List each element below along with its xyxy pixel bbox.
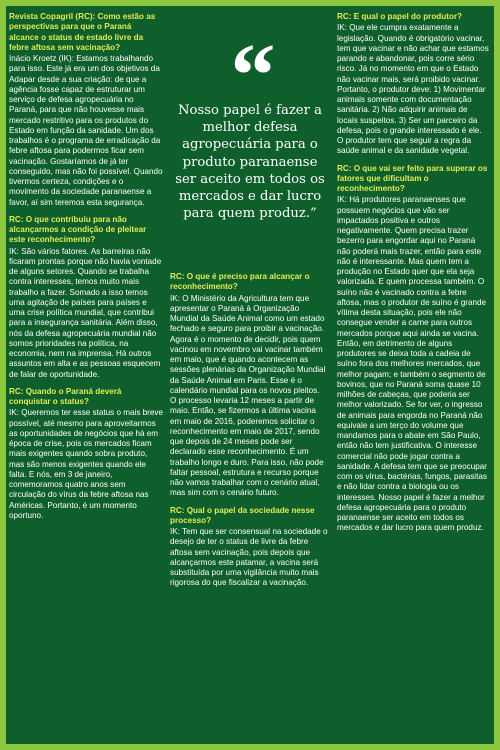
pull-quote (174, 26, 326, 246)
quote-mark-icon: “ (230, 26, 270, 125)
column-left (9, 12, 163, 528)
qa-section (337, 12, 490, 157)
qa-section (9, 12, 163, 208)
question-heading: RC: O que é preciso para alcançar o reconhecimento? (170, 272, 310, 292)
pull-quote-text: Nosso papel é fazer a melhor defesa agropecuária para o produto paranaense ser aceito em todos os mercados e dar lucro para quem produz.” (175, 103, 325, 222)
question-heading: RC: O que vai ser feito para superar os fatores que dificultam o reconhecimento? (337, 163, 488, 193)
answer-text: IK: Queremos ter esse status o mais breve possível, até mesmo para aproveitarmos as oportunidades de negócios que há em época de crise, pois os mercados ficam mais exigentes quando sobra produto, mas são menos exigentes quando ele falta. E nós, em 3 de janeiro, comemoramos quatro anos sem circulação do vírus da febre aftosa nas Américas. Portanto, é um momento oportuno. (9, 408, 163, 520)
answer-text: IK: Que ele cumpra exatamente a legislação. Quando é obrigatório vacinar, tem que vacinar e não achar que estamos parando e abandonar, pois corre sério risco. Já no momento em que o Estado não vacinar mais, será proibido vacinar. Portanto, o produtor deve: 1) Movimentar animais somente com documentação sanitária. 2) Não adquirir animais de locais suspeitos. 3) Ser um parceiro da defesa, pois o grande interessado é ele. O produtor tem que seguir a regra da saúde animal e da sanidade vegetal. (337, 23, 489, 156)
answer-text: IK: Há produtores paranaenses que possuem negócios que vão ser impactados positiva e outros negativamente. Quem precisa trazer bezerro para engordar aqui no Paraná não poderá mais trazer, então para este não é interessante. Mas quem tem a produção no Estado quer que ela seja valorizada. E quem processa também. O suíno não é vacinado contra a febre aftosa, mas o produtor de suíno é grande vítima desta situação, pois ele não consegue vender a carne para outros mercados porque aqui ainda se vacina. Então, em detrimento de alguns produtores se deixa toda a cadeia de suíno fora dos melhores mercados, que melhor pagam; e também o segmento de bovinos, que no Paraná soma quase 10 milhões de cabeças, que poderia ser melhor valorizado. Se for ver, o ingresso de animais para engorda no Paraná não equivale a um terço do volume que mandamos para o abate em São Paulo, então não tem justificativa. O interesse comercial não pode jogar contra a sanidade. A defesa tem que se preocupar com os vírus, bactérias, fungos, parasitas e não lidar contra a biologia ou os interesses. Nosso papel é fazer a melhor defesa agropecuária para o produto paranaense ser aceito em todos os mercados e dar lucro para quem produz. (337, 195, 487, 533)
column-right (337, 12, 490, 541)
qa-section (170, 272, 328, 499)
answer-text: IK: São vários fatores. As barreiras não ficaram prontas porque não havia vontade de alguns setores. Quando se trabalha contra interesses, temos muito mais trabalho a fazer. Somado a isso temos uma agitação de países para países e uma crise política mundial, que contribui para a insegurança sanitária. Além disso, nós da defesa agropecuária mundial não somos prioridades na política, na economia, nem na imprensa. Há outros assuntos em alta e as pessoas esquecem de falar de oportunidade. (9, 246, 162, 379)
column-middle (170, 272, 328, 596)
answer-text: IK: O Ministério da Agricultura tem que apresentar o Paraná à Organização Mundial da Saúde Animal como um estado fechado e seguro para proibir a vacinação. Agora é o momento de decidir, pois quem vacinou em novembro vai vacinar também em maio, que é quando acontecem as sessões plenárias da Organização Mundial da Saúde Animal em Paris. Esse é o calendário mundial para os novos pleitos. O processo levaria 12 meses a partir de maio. Então, se fizermos a última vacina em maio de 2016, poderemos solicitar o reconhecimento em maio de 2017, sendo que depois de 24 meses pode ser declarado esse reconhecimento. É um trabalho longo e duro. Para isso, não pode faltar pessoal, estrutura e recurso porque não vamos trabalhar com o cenário atual, mas sim com o cenário futuro. (170, 293, 326, 498)
question-heading: RC: Quando o Paraná deverá conquistar o status? (9, 386, 122, 406)
article-page (6, 6, 494, 744)
question-heading: Revista Copagril (RC): Como estão as perspectivas para que o Paraná alcance o status de estado livre da febre aftosa sem vacinação? (9, 12, 156, 52)
qa-section (170, 506, 328, 589)
question-heading: RC: Qual o papel da sociedade nesse processo? (170, 505, 315, 525)
qa-section (337, 164, 490, 534)
answer-text: IK: Tem que ser consensual na sociedade o desejo de ter o status de livre da febre aftosa sem vacinação, pois depois que alcançarmos este patamar, a vacina será substituída por uma vigilância muito mais rigorosa do que fiscalizar a vacinação. (170, 527, 328, 588)
qa-section (9, 387, 163, 521)
answer-text: Inácio Kroetz (IK): Estamos trabalhando para isso. Este já era um dos objetivos da Adapar desde a sua criação: de que a agência fosse capaz de estruturar um serviço de defesa agropecuária no Paraná, para que não houvesse mais mercado restritivo para os produtos do Estado em função da sanidade. Um dos trabalhos é o programa de erradicação da febre aftosa para podermos ficar sem vacinação. Gostaríamos de já ter conseguido, mas não foi possível. Quando tivermos certeza, condições e o movimento da sociedade paranaense a favor, aí sim teremos esta segurança. (9, 54, 163, 207)
question-heading: RC: E qual o papel do produtor? (337, 12, 463, 21)
question-heading: RC: O que contribuiu para não alcançarmos a condição de pleitear este reconhecimento? (9, 214, 147, 245)
qa-section (9, 215, 163, 380)
